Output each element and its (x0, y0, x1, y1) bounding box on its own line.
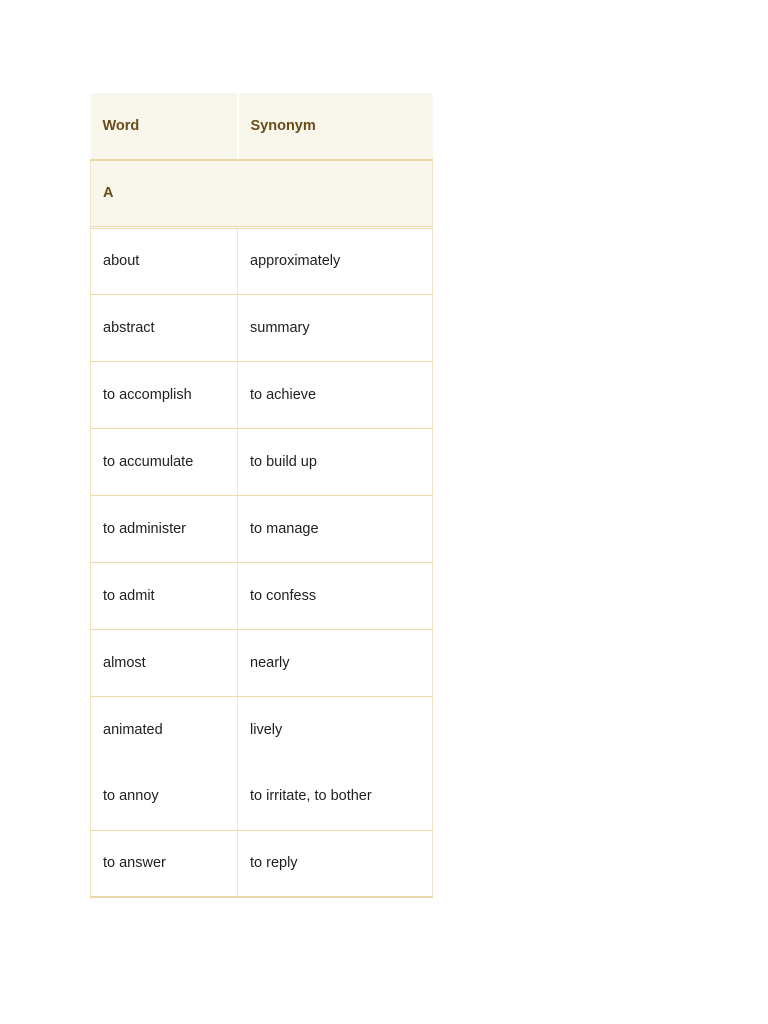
word-cell: animated (91, 696, 238, 763)
synonym-cell: approximately (238, 227, 433, 294)
header-word: Word (91, 93, 238, 160)
table-row (91, 227, 433, 294)
table-header (91, 93, 433, 160)
word-cell: almost (91, 629, 238, 696)
synonym-cell: to build up (238, 428, 433, 495)
synonym-cell: to manage (238, 495, 433, 562)
word-cell: to accumulate (91, 428, 238, 495)
section-row (91, 160, 433, 227)
word-cell: to administer (91, 495, 238, 562)
table-row (91, 763, 433, 830)
table-row (91, 629, 433, 696)
table-row (91, 562, 433, 629)
table-row (91, 696, 433, 763)
section-letter: A (91, 160, 433, 227)
table-row (91, 428, 433, 495)
synonym-cell: to reply (238, 830, 433, 897)
header-row (91, 93, 433, 160)
synonym-cell: nearly (238, 629, 433, 696)
synonym-cell: to achieve (238, 361, 433, 428)
synonym-cell: to confess (238, 562, 433, 629)
synonym-cell: lively (238, 696, 433, 763)
table-row (91, 830, 433, 897)
synonym-cell: to irritate, to bother (238, 763, 433, 830)
table-row (91, 294, 433, 361)
word-cell: about (91, 227, 238, 294)
synonym-cell: summary (238, 294, 433, 361)
word-cell: abstract (91, 294, 238, 361)
word-cell: to accomplish (91, 361, 238, 428)
table-body (91, 160, 433, 897)
word-cell: to admit (91, 562, 238, 629)
word-cell: to answer (91, 830, 238, 897)
header-synonym: Synonym (238, 93, 433, 160)
table-row (91, 361, 433, 428)
synonym-table (90, 93, 433, 898)
word-cell: to annoy (91, 763, 238, 830)
table-row (91, 495, 433, 562)
